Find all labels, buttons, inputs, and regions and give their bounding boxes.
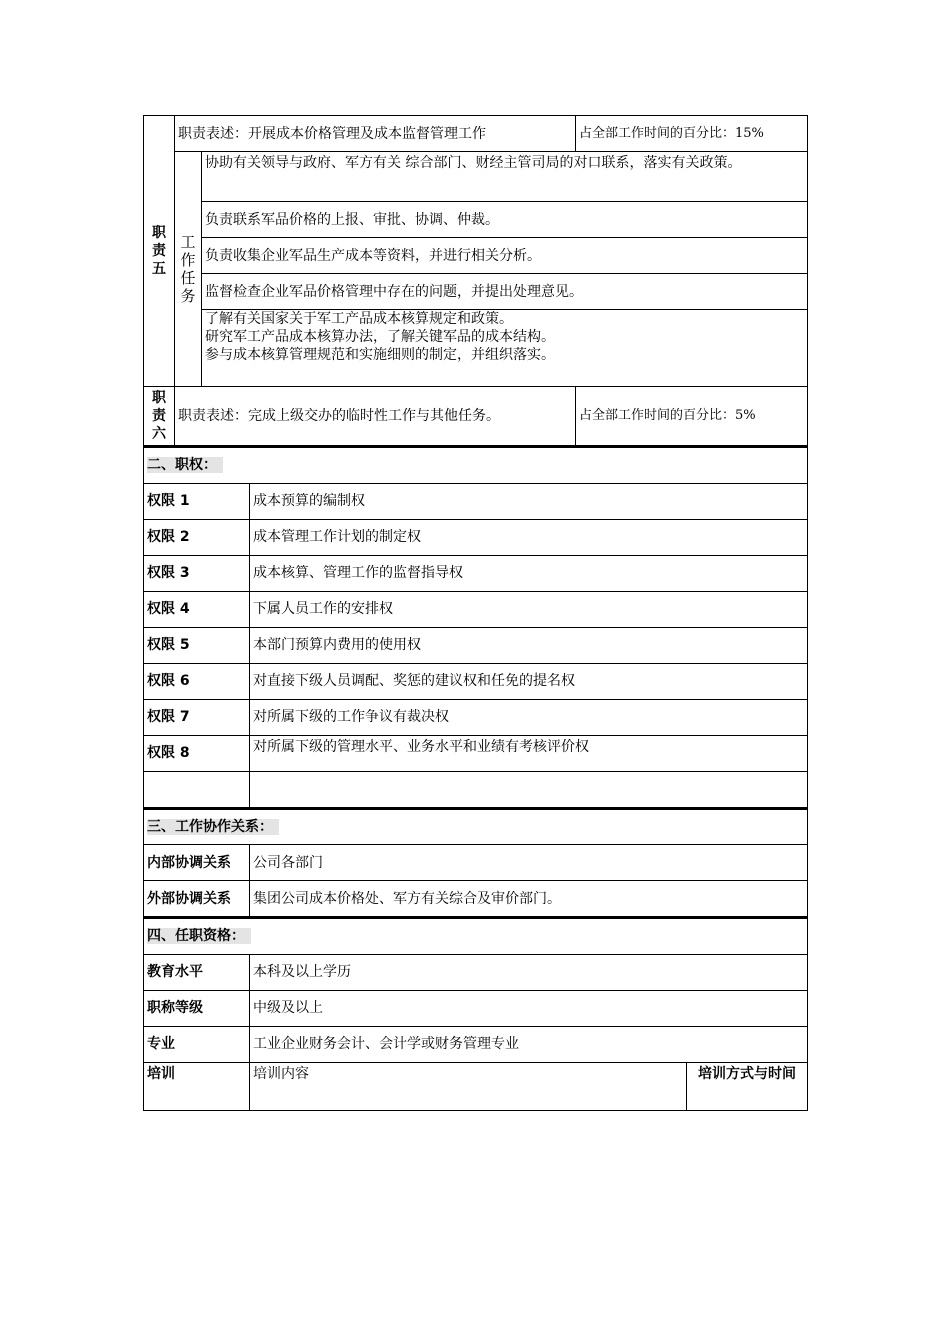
authority-label-3: 权限 3 bbox=[144, 555, 250, 591]
qualifications-table bbox=[143, 917, 808, 1111]
authority-empty-value bbox=[250, 771, 808, 807]
internal-relations-label: 内部协调关系 bbox=[144, 845, 250, 881]
duties-table bbox=[143, 115, 808, 446]
training-label: 培训 bbox=[144, 1062, 250, 1110]
education-value: 本科及以上学历 bbox=[250, 954, 808, 990]
relations-section-title: 三、工作协作关系： bbox=[144, 809, 808, 845]
authority-label-1: 权限 1 bbox=[144, 483, 250, 519]
authority-empty-label bbox=[144, 771, 250, 807]
authority-label-5: 权限 5 bbox=[144, 627, 250, 663]
authority-value-7: 对所属下级的工作争议有裁决权 bbox=[250, 699, 808, 735]
authority-value-8: 对所属下级的管理水平、业务水平和业绩有考核评价权 bbox=[250, 735, 808, 771]
authority-value-3: 成本核算、管理工作的监督指导权 bbox=[250, 555, 808, 591]
external-relations-label: 外部协调关系 bbox=[144, 881, 250, 917]
major-value: 工业企业财务会计、会计学或财务管理专业 bbox=[250, 1026, 808, 1062]
duty6-description: 职责表述：完成上级交办的临时性工作与其他任务。 bbox=[175, 387, 576, 446]
authority-label-6: 权限 6 bbox=[144, 663, 250, 699]
title-level-label: 职称等级 bbox=[144, 990, 250, 1026]
authority-value-1: 成本预算的编制权 bbox=[250, 483, 808, 519]
qualifications-section-title: 四、任职资格： bbox=[144, 918, 808, 954]
duty5-task-4: 监督检查企业军品价格管理中存在的问题，并提出处理意见。 bbox=[202, 274, 808, 310]
training-content: 培训内容 bbox=[250, 1062, 687, 1110]
authority-value-2: 成本管理工作计划的制定权 bbox=[250, 519, 808, 555]
authority-value-5: 本部门预算内费用的使用权 bbox=[250, 627, 808, 663]
relations-table bbox=[143, 808, 808, 918]
authority-label-4: 权限 4 bbox=[144, 591, 250, 627]
duty5-time-percentage: 占全部工作时间的百分比：15% bbox=[576, 116, 808, 152]
major-label: 专业 bbox=[144, 1026, 250, 1062]
training-method-header: 培训方式与时间 bbox=[687, 1062, 808, 1110]
authority-label-8: 权限 8 bbox=[144, 735, 250, 771]
duty5-task-1: 协助有关领导与政府、军方有关 综合部门、财经主管司局的对口联系，落实有关政策。 bbox=[202, 152, 808, 202]
job-description-document bbox=[143, 115, 807, 1111]
duty5-task-5: 了解有关国家关于军工产品成本核算规定和政策。 研究军工产品成本核算办法，了解关键军品的成本结构。 参与成本核算管理规范和实施细则的制定，并组织落实。 bbox=[202, 310, 808, 387]
work-tasks-label: 工 作 任 务 bbox=[175, 152, 202, 387]
education-label: 教育水平 bbox=[144, 954, 250, 990]
authority-label-2: 权限 2 bbox=[144, 519, 250, 555]
authority-value-4: 下属人员工作的安排权 bbox=[250, 591, 808, 627]
duty6-time-percentage: 占全部工作时间的百分比：5% bbox=[576, 387, 808, 446]
authority-value-6: 对直接下级人员调配、奖惩的建议权和任免的提名权 bbox=[250, 663, 808, 699]
authority-section-title: 二、职权： bbox=[144, 447, 808, 483]
duty5-task-3: 负责收集企业军品生产成本等资料，并进行相关分析。 bbox=[202, 238, 808, 274]
external-relations-value: 集团公司成本价格处、军方有关综合及审价部门。 bbox=[250, 881, 808, 917]
title-level-value: 中级及以上 bbox=[250, 990, 808, 1026]
duty5-task-2: 负责联系军品价格的上报、审批、协调、仲裁。 bbox=[202, 202, 808, 238]
authority-label-7: 权限 7 bbox=[144, 699, 250, 735]
authority-table bbox=[143, 446, 808, 808]
duty5-label: 职 责 五 bbox=[144, 116, 175, 387]
duty6-label: 职 责 六 bbox=[144, 387, 175, 446]
internal-relations-value: 公司各部门 bbox=[250, 845, 808, 881]
duty5-description: 职责表述：开展成本价格管理及成本监督管理工作 bbox=[175, 116, 576, 152]
